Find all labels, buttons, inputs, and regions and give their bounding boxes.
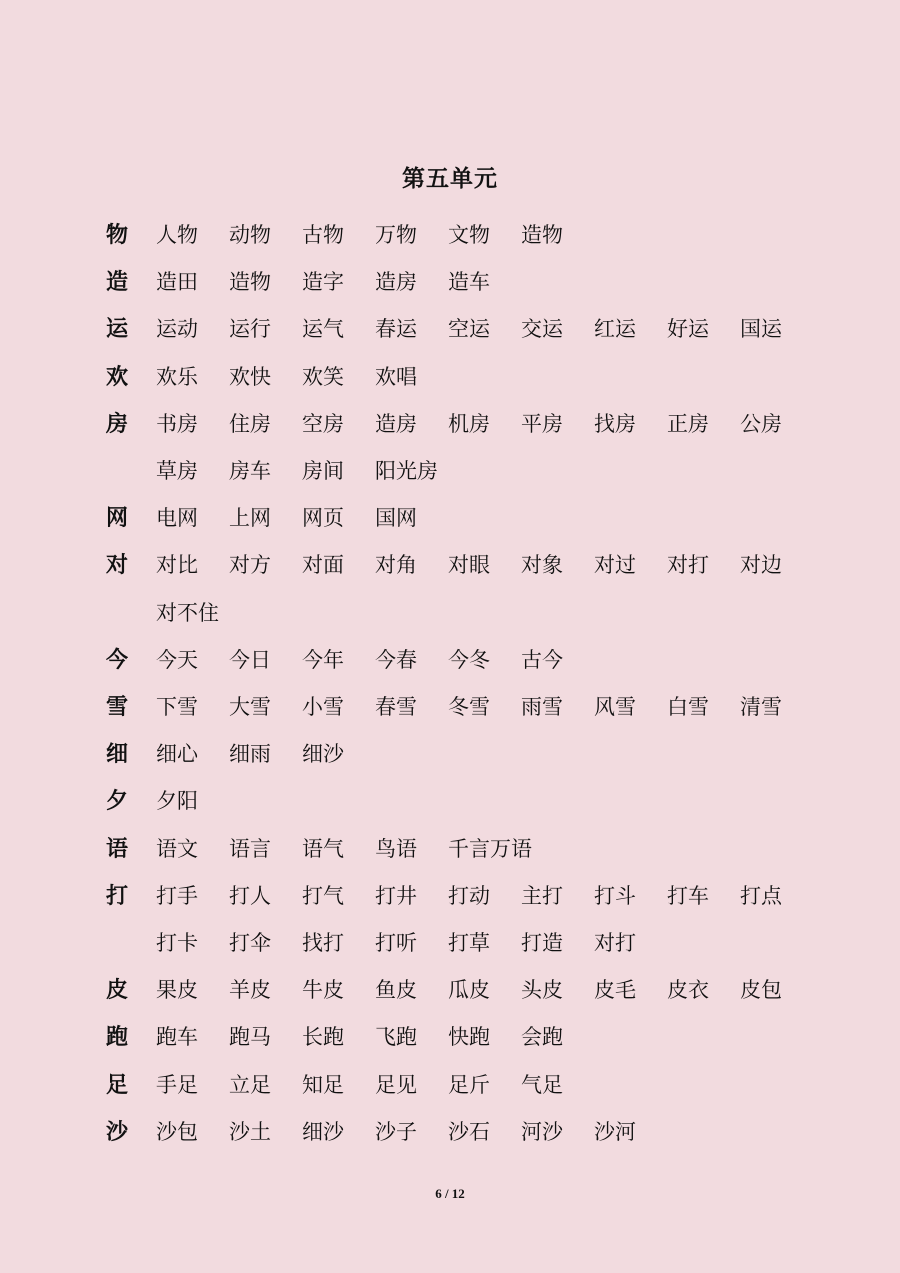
vocab-entry xyxy=(106,259,826,306)
vocab-word: 气足 xyxy=(521,1072,563,1097)
vocab-words xyxy=(156,212,816,259)
vocab-word: 对比 xyxy=(156,553,198,578)
vocab-entry xyxy=(106,826,826,873)
vocab-word: 鸟语 xyxy=(375,836,417,861)
vocab-word: 鱼皮 xyxy=(375,978,417,1003)
vocab-word: 欢唱 xyxy=(375,364,417,389)
vocab-word: 动物 xyxy=(229,223,271,247)
vocab-word: 小雪 xyxy=(302,695,344,720)
vocab-word: 人物 xyxy=(156,223,198,247)
vocab-entry xyxy=(106,1109,826,1156)
vocab-word: 欢笑 xyxy=(302,364,344,389)
vocab-word: 打车 xyxy=(667,883,709,908)
vocab-word: 沙土 xyxy=(229,1119,271,1144)
vocab-word: 长跑 xyxy=(302,1025,344,1050)
vocab-word: 造车 xyxy=(448,270,490,295)
vocab-word: 皮衣 xyxy=(667,978,709,1003)
vocab-word: 主打 xyxy=(521,883,563,908)
vocab-word: 国网 xyxy=(375,506,417,531)
vocab-word: 清雪 xyxy=(740,695,782,720)
vocab-word: 造物 xyxy=(229,270,271,295)
vocab-word: 对过 xyxy=(594,553,636,578)
vocab-word: 古物 xyxy=(302,223,344,247)
vocab-word: 国运 xyxy=(740,317,782,342)
vocab-word: 沙河 xyxy=(594,1119,636,1144)
vocab-word: 空运 xyxy=(448,317,490,342)
vocab-words xyxy=(156,826,816,873)
vocab-word: 阳光房 xyxy=(375,459,438,484)
vocab-word: 今天 xyxy=(156,647,198,672)
vocab-character: 细 xyxy=(106,741,129,768)
vocab-entry xyxy=(106,306,826,353)
vocab-entry xyxy=(106,212,826,259)
vocab-word: 牛皮 xyxy=(302,978,344,1003)
vocab-word: 皮包 xyxy=(740,978,782,1003)
vocab-entry xyxy=(106,495,826,542)
vocab-word: 雨雪 xyxy=(521,695,563,720)
vocab-words xyxy=(156,259,816,306)
vocab-word: 跑车 xyxy=(156,1025,198,1050)
vocab-word: 语文 xyxy=(156,836,198,861)
vocab-word: 细雨 xyxy=(229,742,271,767)
vocab-word: 打手 xyxy=(156,883,198,908)
vocab-word: 造字 xyxy=(302,270,344,295)
vocab-character: 雪 xyxy=(106,694,129,721)
vocab-word: 今日 xyxy=(229,647,271,672)
vocab-word: 沙包 xyxy=(156,1119,198,1144)
vocab-word: 沙子 xyxy=(375,1119,417,1144)
vocab-word: 机房 xyxy=(448,411,490,436)
vocab-word: 春雪 xyxy=(375,695,417,720)
vocab-word: 语气 xyxy=(302,836,344,861)
vocab-word: 对眼 xyxy=(448,553,490,578)
vocab-words xyxy=(156,684,816,731)
vocab-word: 万物 xyxy=(375,223,417,247)
vocab-entry xyxy=(106,354,826,401)
vocab-entry xyxy=(106,1062,826,1109)
vocab-word: 好运 xyxy=(667,317,709,342)
unit-title: 第五单元 xyxy=(402,165,498,192)
vocab-word: 欢快 xyxy=(229,364,271,389)
vocab-word: 对角 xyxy=(375,553,417,578)
vocab-words xyxy=(156,967,816,1014)
vocab-word: 找打 xyxy=(302,931,344,956)
vocab-word: 皮毛 xyxy=(594,978,636,1003)
vocab-word: 打造 xyxy=(521,931,563,956)
vocab-word: 运动 xyxy=(156,317,198,342)
vocab-words xyxy=(156,731,816,778)
vocab-words xyxy=(156,778,816,825)
vocab-word: 文物 xyxy=(448,223,490,247)
vocab-word: 夕阳 xyxy=(156,789,198,814)
vocab-word: 空房 xyxy=(302,411,344,436)
vocab-word: 打点 xyxy=(740,883,782,908)
vocab-word: 快跑 xyxy=(448,1025,490,1050)
vocab-word: 沙石 xyxy=(448,1119,490,1144)
vocab-word: 跑马 xyxy=(229,1025,271,1050)
vocab-word: 风雪 xyxy=(594,695,636,720)
vocab-word: 书房 xyxy=(156,411,198,436)
vocab-word: 打动 xyxy=(448,883,490,908)
vocab-word: 网页 xyxy=(302,506,344,531)
vocab-entry xyxy=(106,401,826,495)
vocab-character: 造 xyxy=(106,269,129,296)
vocab-word: 交运 xyxy=(521,317,563,342)
vocab-word: 手足 xyxy=(156,1072,198,1097)
vocab-words xyxy=(156,495,816,542)
vocab-word: 冬雪 xyxy=(448,695,490,720)
vocab-word: 古今 xyxy=(521,647,563,672)
vocab-word: 今年 xyxy=(302,647,344,672)
vocab-character: 今 xyxy=(106,646,129,673)
vocab-word: 运气 xyxy=(302,317,344,342)
vocab-word: 打听 xyxy=(375,931,417,956)
vocab-word: 对边 xyxy=(740,553,782,578)
vocab-words xyxy=(156,873,816,967)
vocab-word: 电网 xyxy=(156,506,198,531)
vocab-character: 房 xyxy=(106,410,129,437)
vocab-word: 春运 xyxy=(375,317,417,342)
vocab-word: 打斗 xyxy=(594,883,636,908)
vocab-character: 网 xyxy=(106,505,129,532)
vocab-word: 细心 xyxy=(156,742,198,767)
vocab-character: 打 xyxy=(106,882,129,909)
vocab-word: 飞跑 xyxy=(375,1025,417,1050)
vocab-word: 公房 xyxy=(740,411,782,436)
vocab-word: 房车 xyxy=(229,459,271,484)
vocab-word: 千言万语 xyxy=(448,836,532,861)
vocab-word: 对面 xyxy=(302,553,344,578)
vocab-character: 物 xyxy=(106,222,129,248)
vocab-words xyxy=(156,1109,816,1156)
vocab-word: 河沙 xyxy=(521,1119,563,1144)
vocab-word: 造田 xyxy=(156,270,198,295)
character-word-list xyxy=(106,212,826,1156)
vocab-character: 运 xyxy=(106,316,129,343)
vocab-word: 对象 xyxy=(521,553,563,578)
vocab-character: 语 xyxy=(106,835,129,862)
vocab-character: 跑 xyxy=(106,1024,129,1051)
vocab-character: 夕 xyxy=(106,788,129,815)
vocab-word: 打草 xyxy=(448,931,490,956)
vocab-word: 今春 xyxy=(375,647,417,672)
vocab-entry xyxy=(106,967,826,1014)
vocab-word: 打人 xyxy=(229,883,271,908)
vocab-word: 语言 xyxy=(229,836,271,861)
vocab-word: 红运 xyxy=(594,317,636,342)
vocab-word: 对打 xyxy=(667,553,709,578)
vocab-word: 足见 xyxy=(375,1072,417,1097)
vocab-words xyxy=(156,1062,816,1109)
page-number: 6 / 12 xyxy=(435,1186,465,1201)
vocab-words xyxy=(156,542,816,636)
vocab-words xyxy=(156,637,816,684)
vocab-word: 找房 xyxy=(594,411,636,436)
vocab-word: 造物 xyxy=(521,223,563,247)
vocab-words xyxy=(156,1014,816,1061)
vocab-word: 打卡 xyxy=(156,931,198,956)
vocab-word: 造房 xyxy=(375,411,417,436)
vocab-entry xyxy=(106,542,826,636)
vocab-word: 住房 xyxy=(229,411,271,436)
vocab-character: 皮 xyxy=(106,977,129,1004)
vocab-word: 对方 xyxy=(229,553,271,578)
vocab-word: 会跑 xyxy=(521,1025,563,1050)
vocab-entry xyxy=(106,637,826,684)
vocab-word: 欢乐 xyxy=(156,364,198,389)
vocab-word: 果皮 xyxy=(156,978,198,1003)
vocab-word: 打气 xyxy=(302,883,344,908)
vocab-words xyxy=(156,354,816,401)
vocab-word: 细沙 xyxy=(302,742,344,767)
vocab-entry xyxy=(106,1014,826,1061)
vocab-word: 正房 xyxy=(667,411,709,436)
vocab-word: 造房 xyxy=(375,270,417,295)
vocab-word: 白雪 xyxy=(667,695,709,720)
vocab-word: 今冬 xyxy=(448,647,490,672)
vocab-word: 知足 xyxy=(302,1072,344,1097)
vocab-word: 打井 xyxy=(375,883,417,908)
vocab-words xyxy=(156,401,816,495)
vocab-entry xyxy=(106,731,826,778)
vocab-word: 运行 xyxy=(229,317,271,342)
vocab-word: 下雪 xyxy=(156,695,198,720)
vocab-character: 足 xyxy=(106,1071,129,1098)
vocab-word: 足斤 xyxy=(448,1072,490,1097)
vocab-word: 头皮 xyxy=(521,978,563,1003)
vocab-character: 欢 xyxy=(106,363,129,390)
vocab-word: 对打 xyxy=(594,931,636,956)
vocab-word: 草房 xyxy=(156,459,198,484)
vocab-entry xyxy=(106,684,826,731)
vocab-word: 对不住 xyxy=(156,600,219,625)
vocab-entry xyxy=(106,778,826,825)
vocab-word: 上网 xyxy=(229,506,271,531)
vocab-word: 平房 xyxy=(521,411,563,436)
vocab-word: 立足 xyxy=(229,1072,271,1097)
vocab-words xyxy=(156,306,816,353)
vocab-character: 对 xyxy=(106,552,129,579)
vocab-entry xyxy=(106,873,826,967)
vocab-word: 打伞 xyxy=(229,931,271,956)
vocab-word: 瓜皮 xyxy=(448,978,490,1003)
vocab-word: 羊皮 xyxy=(229,978,271,1003)
vocab-word: 房间 xyxy=(302,459,344,484)
vocab-word: 细沙 xyxy=(302,1119,344,1144)
vocab-character: 沙 xyxy=(106,1118,129,1145)
vocab-word: 大雪 xyxy=(229,695,271,720)
